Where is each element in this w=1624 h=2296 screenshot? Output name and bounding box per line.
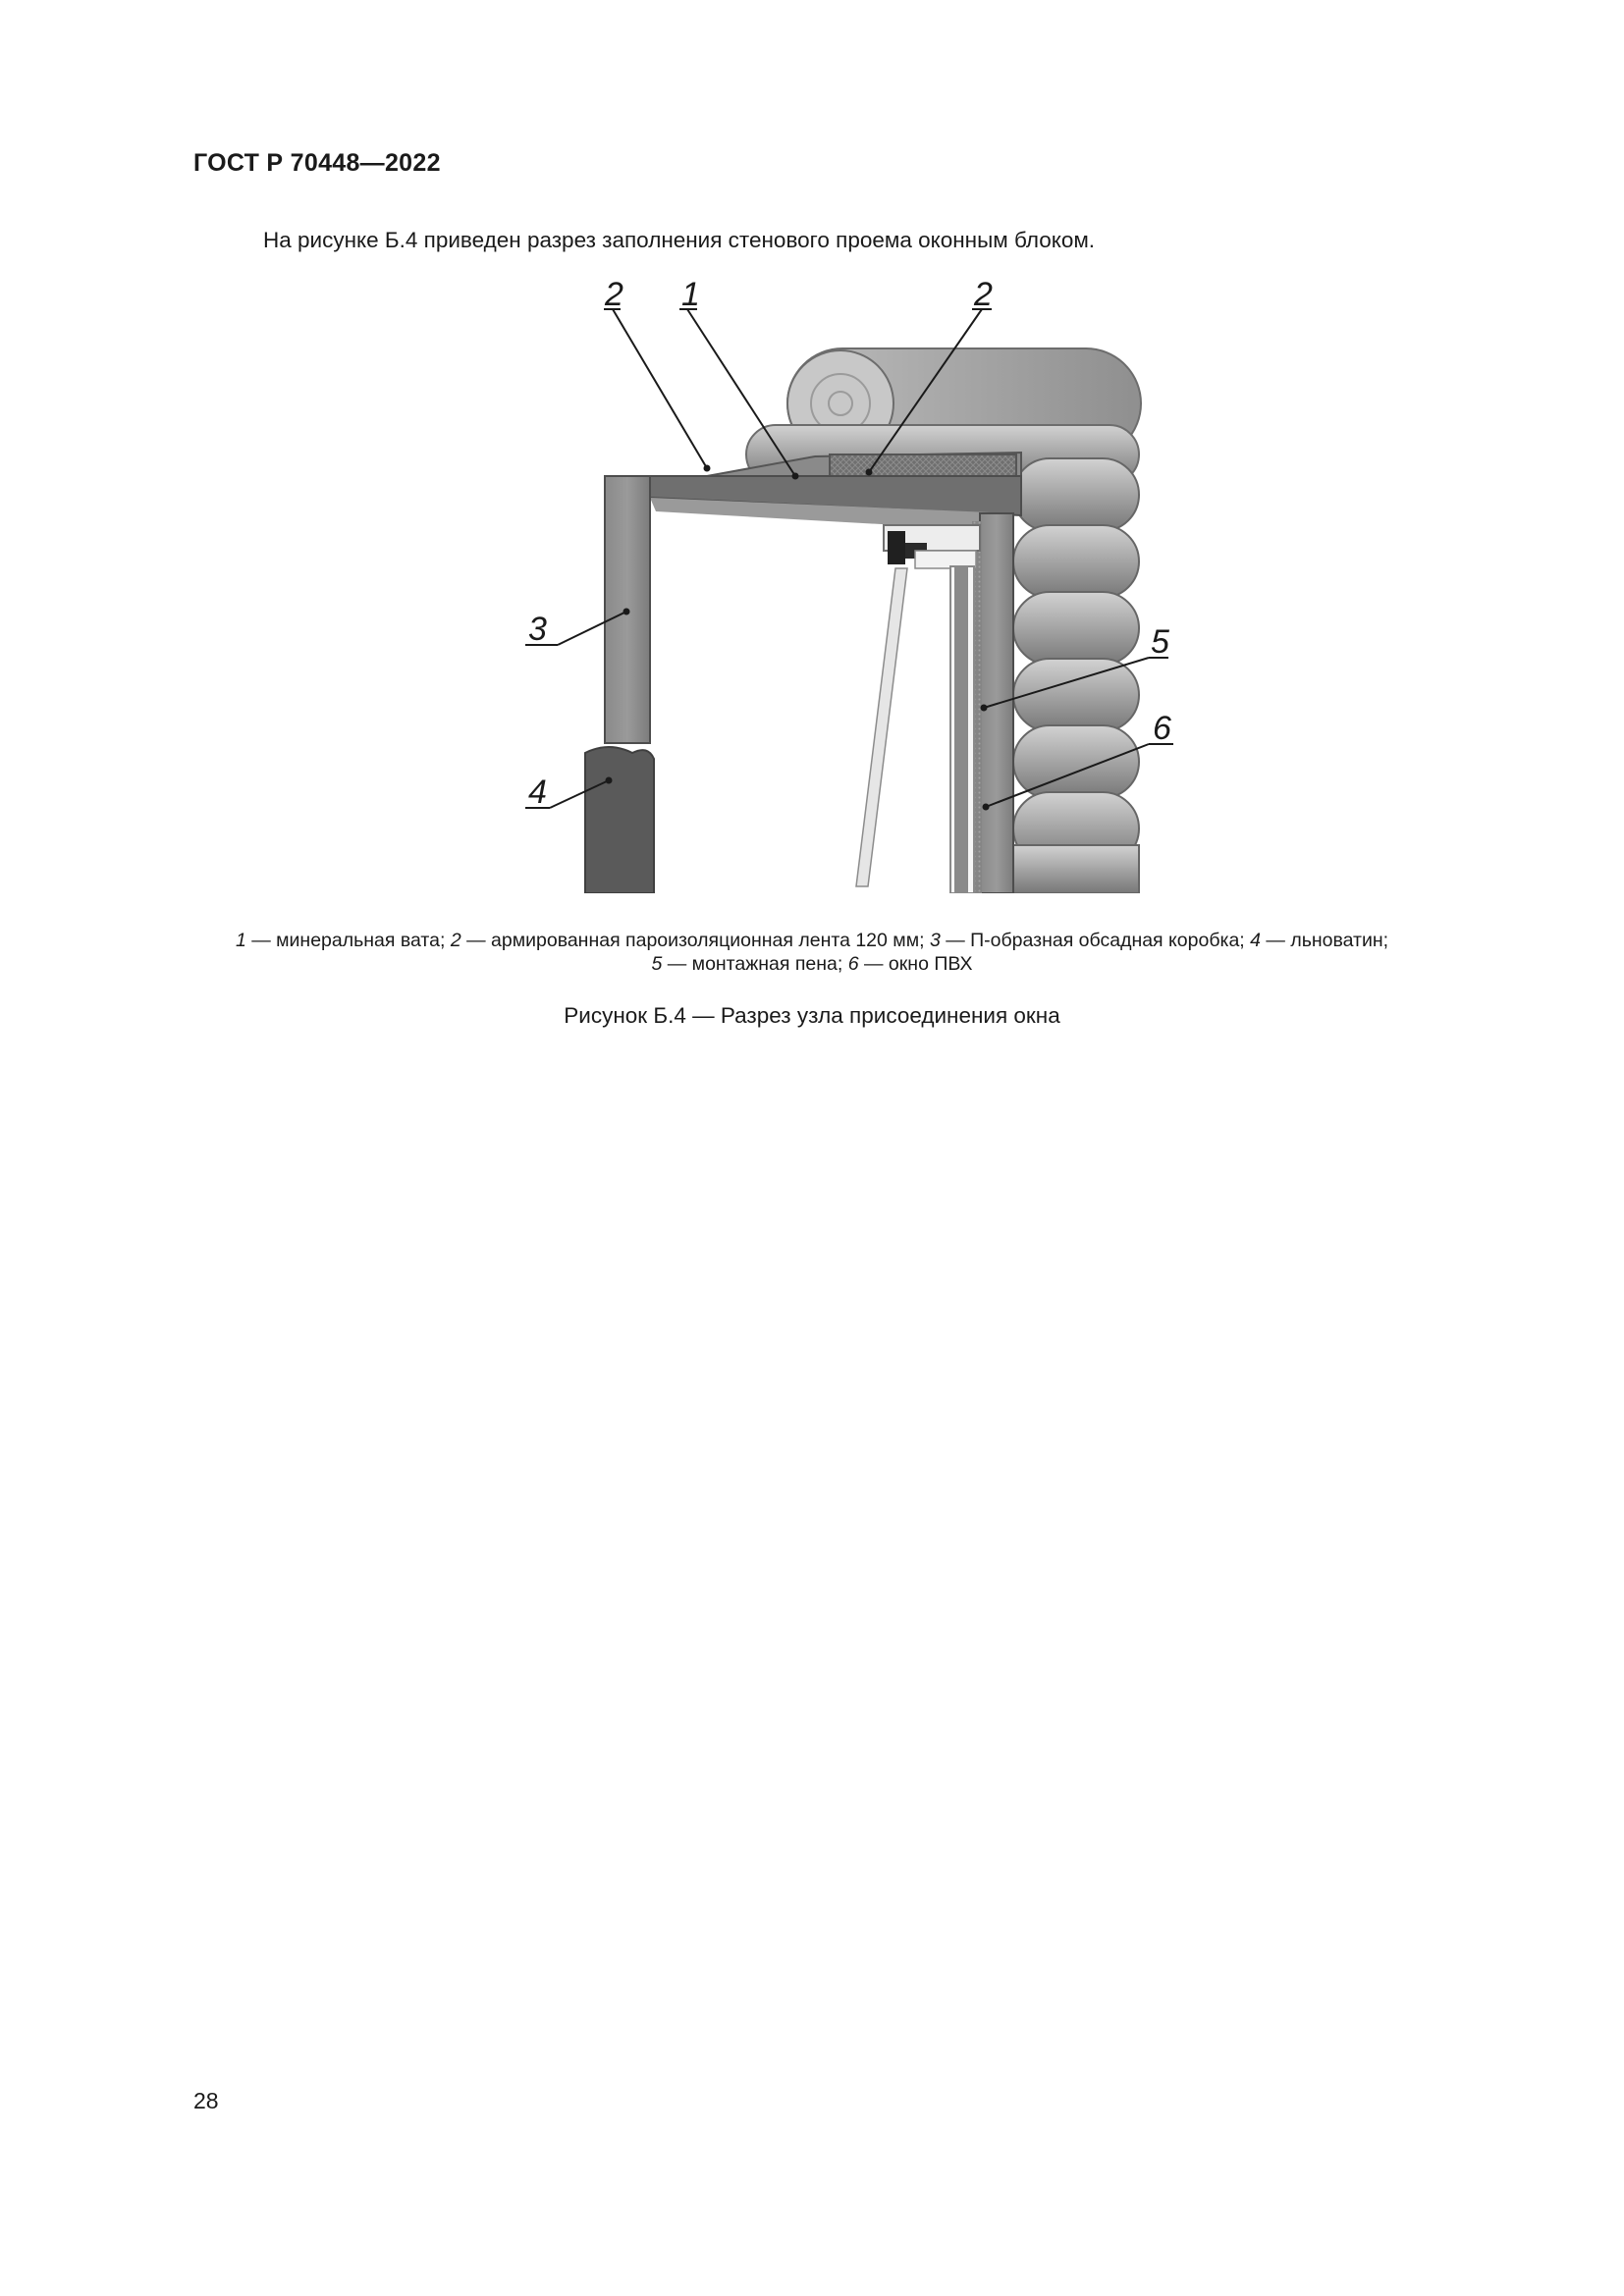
callout-2-right: 2 (974, 280, 993, 313)
flax-insulation (585, 747, 654, 893)
legend-item-4: 4 — льноватин; (1250, 930, 1389, 951)
intro-paragraph: На рисунке Б.4 приведен разрез заполнения стенового проема оконным блоком. (263, 228, 1096, 252)
callout-3: 3 (528, 611, 547, 648)
callout-2-left: 2 (605, 280, 623, 313)
page-number: 28 (193, 2088, 219, 2113)
callout-1: 1 (681, 280, 700, 313)
legend-item-3: 3 — П-образная обсадная коробка; (929, 930, 1251, 951)
legend-item-1: 1 — минеральная вата; (235, 930, 451, 951)
legend-item-5: 5 — монтажная пена; (651, 953, 848, 975)
legend-line-1 (147, 929, 1477, 952)
legend-item-2: 2 — армированная пароизоляционная лента 120 мм; (450, 930, 930, 951)
document-header: ГОСТ Р 70448—2022 (193, 149, 441, 177)
callout-5: 5 (1151, 623, 1169, 661)
callout-4: 4 (528, 774, 547, 811)
figure-b4 (511, 280, 1218, 893)
callout-6: 6 (1153, 710, 1171, 747)
pvc-window (856, 525, 980, 893)
figure-legend (147, 929, 1477, 976)
legend-item-6: 6 — окно ПВХ (847, 953, 973, 975)
log-wall (746, 348, 1141, 893)
figure-caption: Рисунок Б.4 — Разрез узла присоединения окна (564, 1003, 1060, 1028)
log-stack (1013, 458, 1139, 893)
window-joint-section-drawing (511, 280, 1218, 893)
legend-line-2 (147, 952, 1477, 976)
